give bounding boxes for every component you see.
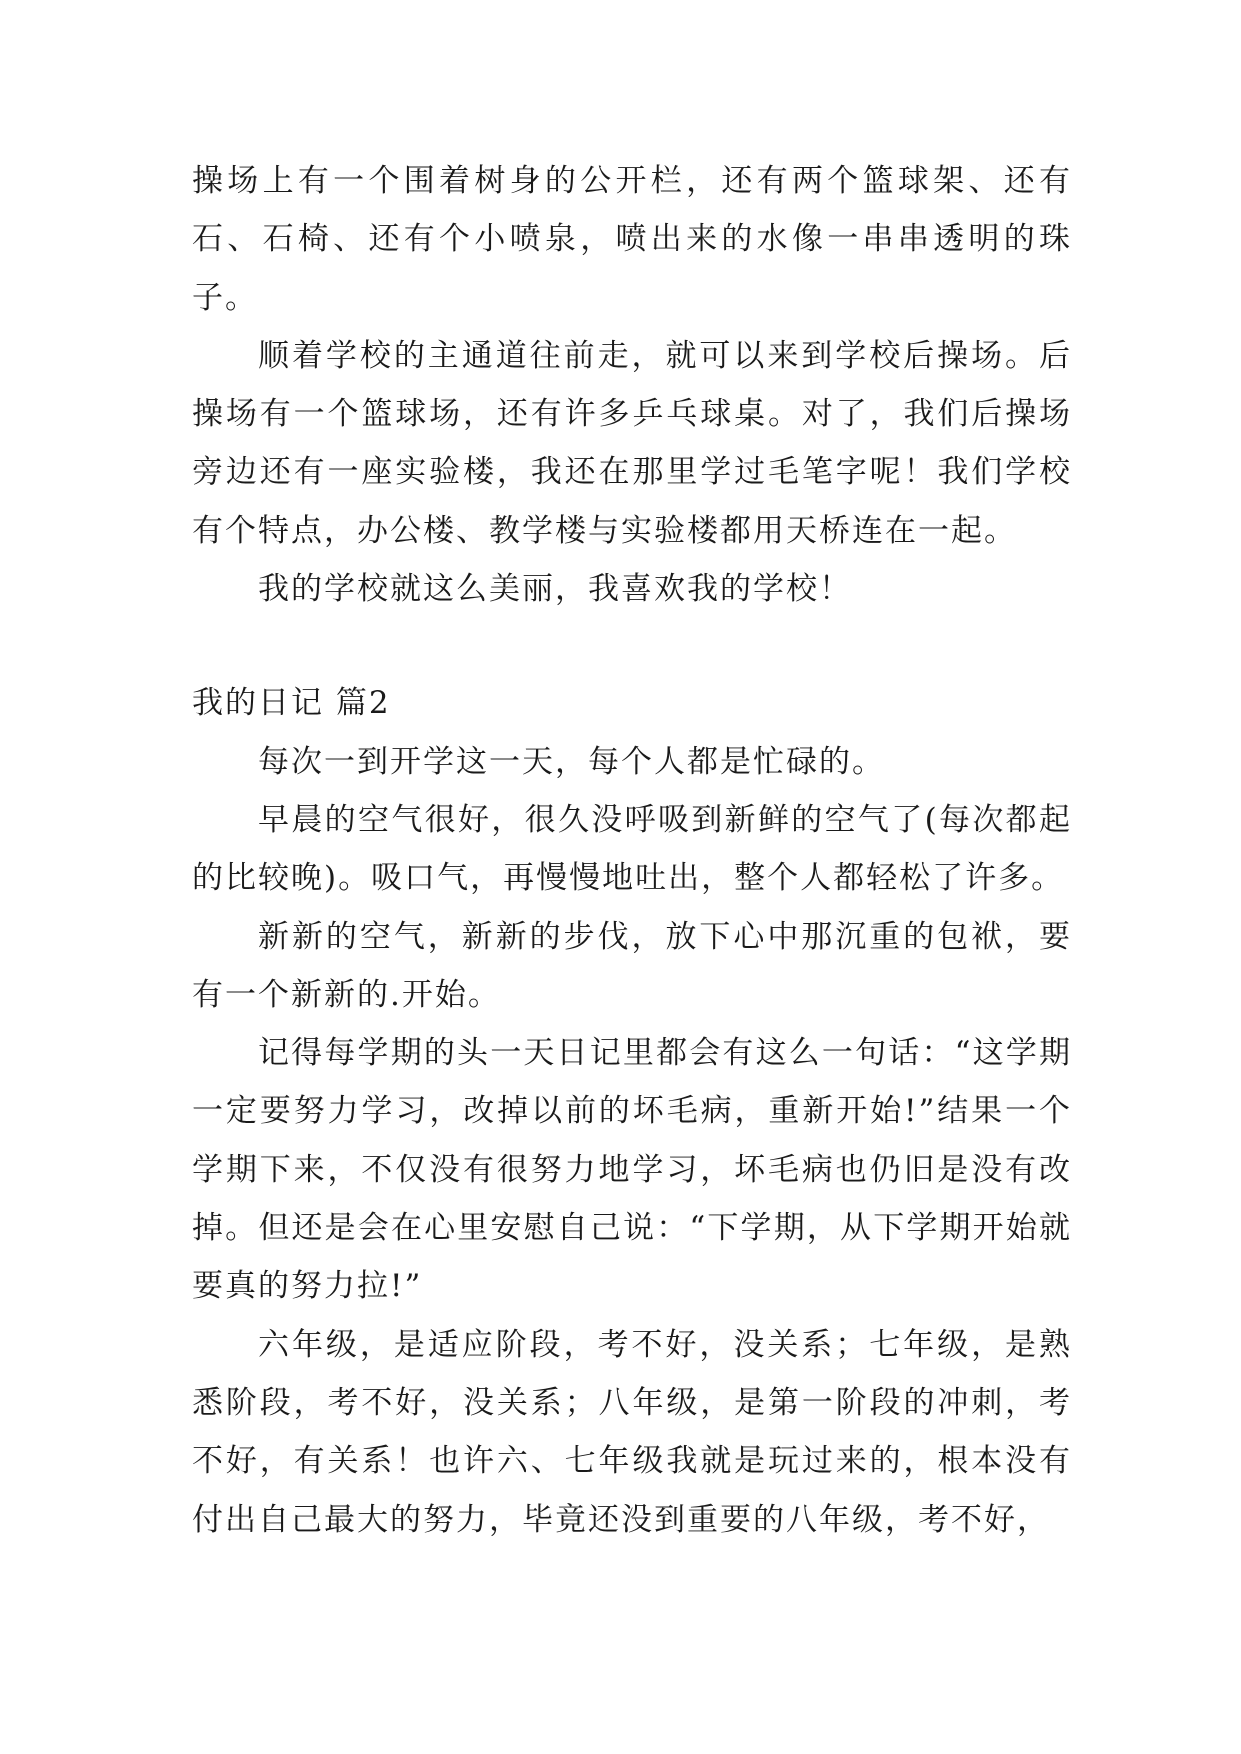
- section-gap: [192, 618, 1072, 674]
- paragraph-grade-levels: 六年级，是适应阶段，考不好，没关系；七年级，是熟悉阶段，考不好，没关系；八年级，是第一阶段的冲刺，考不好，有关系！也许六、七年级我就是玩过来的，根本没有付出自己最大的努力，毕竟还没到重要的八年级，考不好，: [192, 1326, 1072, 1538]
- paragraph-morning-air: 早晨的空气很好，很久没呼吸到新鲜的空气了(每次都起的比较晚)。吸口气，再慢慢地吐出，整个人都轻松了许多。: [192, 801, 1072, 897]
- section-heading: 我的日记 篇2: [192, 685, 391, 722]
- paragraph-diary-resolution: 记得每学期的头一天日记里都会有这么一句话：“这学期一定要努力学习，改掉以前的坏毛病，重新开始!”结果一个学期下来，不仅没有很努力地学习，坏毛病也仍旧是没有改掉。但还是会在心里安慰自己说：“下学期，从下学期开始就要真的努力拉!”: [192, 1035, 1072, 1305]
- paragraph-back-playground: 顺着学校的主通道往前走，就可以来到学校后操场。后操场有一个篮球场，还有许多乒乓球桌。对了，我们后操场旁边还有一座实验楼，我还在那里学过毛笔字呢！我们学校有个特点，办公楼、教学楼与实验楼都用天桥连在一起。: [192, 337, 1072, 549]
- document-body: [192, 152, 1072, 1549]
- paragraph-school-beautiful: 我的学校就这么美丽，我喜欢我的学校！: [258, 571, 852, 608]
- paragraph-school-start: 每次一到开学这一天，每个人都是忙碌的。: [258, 743, 885, 780]
- paragraph-playground-continued: 操场上有一个围着树身的公开栏，还有两个篮球架、还有石、石椅、还有个小喷泉，喷出来的水像一串串透明的珠子。: [192, 163, 1072, 316]
- paragraph-new-start: 新新的空气，新新的步伐，放下心中那沉重的包袱，要有一个新新的.开始。: [192, 918, 1072, 1013]
